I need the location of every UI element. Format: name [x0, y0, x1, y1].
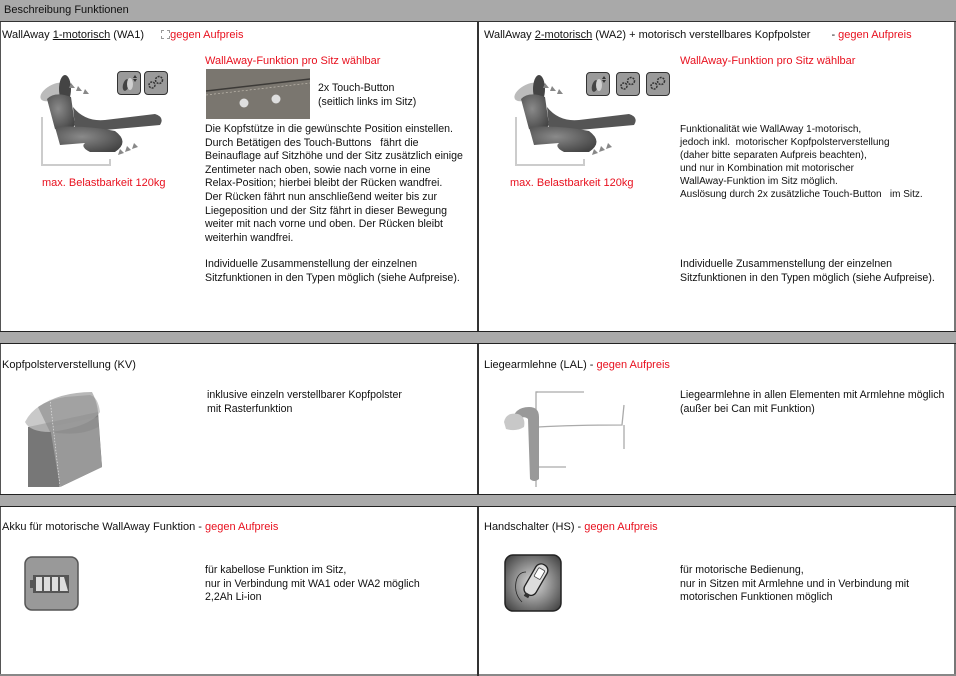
description-line: (daher bitte separaten Aufpreis beachten),: [680, 150, 867, 161]
motor-gears-icon: [646, 72, 670, 96]
description-line: Liegearmlehne in allen Elementen mit Armlehne möglich: [680, 389, 945, 401]
price-prefix: -: [831, 29, 839, 41]
headrest-illustration: [20, 387, 110, 492]
max-load-label: max. Belastbarkeit 120kg: [510, 177, 634, 189]
description-line: jedoch inkl. motorischer Kopfpolsterverstellung: [680, 137, 890, 148]
description-line: weiterhin wandfrei.: [205, 231, 294, 244]
broken-image-icon: [161, 30, 170, 39]
price-label: gegen Aufpreis: [596, 359, 670, 371]
description-line: Beinauflage auf Sitzhöhe und der Sitz zusätzlich einige: [205, 150, 463, 163]
touch-button-caption: [318, 82, 416, 109]
row-separator-2: [0, 494, 956, 507]
price-label: gegen Aufpreis: [584, 521, 658, 533]
hand-switch-icon: [504, 554, 562, 612]
note-line: Sitzfunktionen in den Typen möglich (siehe Aufpreise).: [205, 271, 460, 284]
price-label: gegen Aufpreis: [838, 29, 912, 41]
cell-title: [484, 29, 912, 41]
description-line: Relax-Position; hierbei bleibt der Rücken wandfrei.: [205, 177, 443, 190]
cell-wallaway-1-motor: [0, 22, 477, 331]
description-line: Durch Betätigen des Touch-Buttons fährt die: [205, 136, 419, 149]
description-line: und nur in Kombination mit motorischer: [680, 163, 854, 174]
row-separator-1: [0, 331, 956, 344]
description: [205, 123, 463, 245]
caption-line: (seitlich links im Sitz): [318, 95, 417, 108]
note-line: Individuelle Zusammenstellung der einzelnen: [205, 258, 417, 270]
description-line: motorischen Funktionen möglich: [680, 591, 833, 604]
title-suffix: (WA2) + motorisch verstellbares Kopfpolster: [592, 29, 811, 41]
description-line: weiter mit nach vorne und oben. Der Rücken bleibt: [205, 218, 443, 231]
description-line: mit Rasterfunktion: [207, 402, 293, 415]
max-load-label: max. Belastbarkeit 120kg: [42, 177, 166, 189]
cell-kopfpolsterverstellung: [0, 345, 477, 494]
description-line: Der Rücken fährt nun anschließend weiter bis zur: [205, 190, 437, 203]
price-label: gegen Aufpreis: [170, 29, 244, 41]
title-text: WallAway: [484, 29, 535, 41]
description: [680, 564, 909, 605]
title-underlined: 1-motorisch: [52, 29, 111, 41]
description-line: Liegeposition und der Sitz fährt in dieser Bewegung: [205, 204, 448, 217]
subtitle: WallAway-Funktion pro Sitz wählbar: [205, 55, 381, 67]
title-text: Handschalter (HS) -: [484, 521, 585, 533]
description-line: für kabellose Funktion im Sitz,: [205, 564, 347, 576]
description-line: 2,2Ah Li-ion: [205, 591, 262, 604]
description: [680, 389, 944, 416]
title-text: Akku für motorische WallAway Funktion -: [2, 521, 205, 533]
title-underlined: 2-motorisch: [534, 29, 593, 41]
description-line: Die Kopfstütze in die gewünschte Position einstellen.: [205, 123, 453, 135]
title-suffix: (WA1): [110, 29, 145, 41]
battery-icon: [24, 556, 80, 612]
cell-akku: [0, 508, 477, 674]
motor-gears-icon: [616, 72, 640, 96]
title-text: Liegearmlehne (LAL) -: [484, 359, 597, 371]
section-header: [0, 0, 956, 22]
cell-title: [2, 29, 243, 41]
section-title: Beschreibung Funktionen: [4, 4, 129, 16]
description: [205, 564, 420, 605]
cell-wallaway-2-motor: [479, 22, 954, 331]
cell-title: [484, 521, 658, 533]
note: [680, 258, 935, 285]
description-line: Auslösung durch 2x zusätzliche Touch-Button im Sitz.: [680, 189, 923, 200]
description-line: nur in Sitzen mit Armlehne und in Verbindung mit: [680, 577, 910, 590]
caption-line: 2x Touch-Button: [318, 82, 395, 94]
note-line: Individuelle Zusammenstellung der einzelnen: [680, 258, 892, 270]
cell-liegearmlehne: [479, 345, 954, 494]
description-line: inklusive einzeln verstellbarer Kopfpolster: [207, 389, 402, 401]
description-line: (außer bei Can mit Funktion): [680, 402, 815, 415]
touch-button-photo: [206, 69, 310, 119]
description-line: für motorische Bedienung,: [680, 564, 804, 576]
cell-handschalter: [479, 508, 954, 674]
note-line: Sitzfunktionen in den Typen möglich (siehe Aufpreise).: [680, 271, 935, 284]
cell-title: [2, 521, 278, 533]
price-label: gegen Aufpreis: [204, 521, 279, 533]
motor-gears-icon: [144, 71, 168, 95]
description-line: WallAway-Funktion im Sitz möglich.: [680, 176, 838, 187]
description-line: nur in Verbindung mit WA1 oder WA2 möglich: [205, 577, 420, 590]
description-line: Funktionalität wie WallAway 1-motorisch,: [680, 124, 862, 135]
headrest-adjust-icon: [586, 72, 610, 96]
subtitle: WallAway-Funktion pro Sitz wählbar: [680, 55, 856, 67]
title-text: WallAway: [2, 29, 53, 41]
cell-title: Kopfpolsterverstellung (KV): [2, 359, 136, 371]
headrest-adjust-icon: [117, 71, 141, 95]
note: [205, 258, 460, 285]
description: [207, 389, 402, 416]
armrest-illustration: [494, 387, 634, 487]
cell-title: [484, 359, 670, 371]
description-line: Zentimeter nach oben, sowie nach vorne in eine: [205, 163, 431, 176]
description: [680, 123, 923, 201]
